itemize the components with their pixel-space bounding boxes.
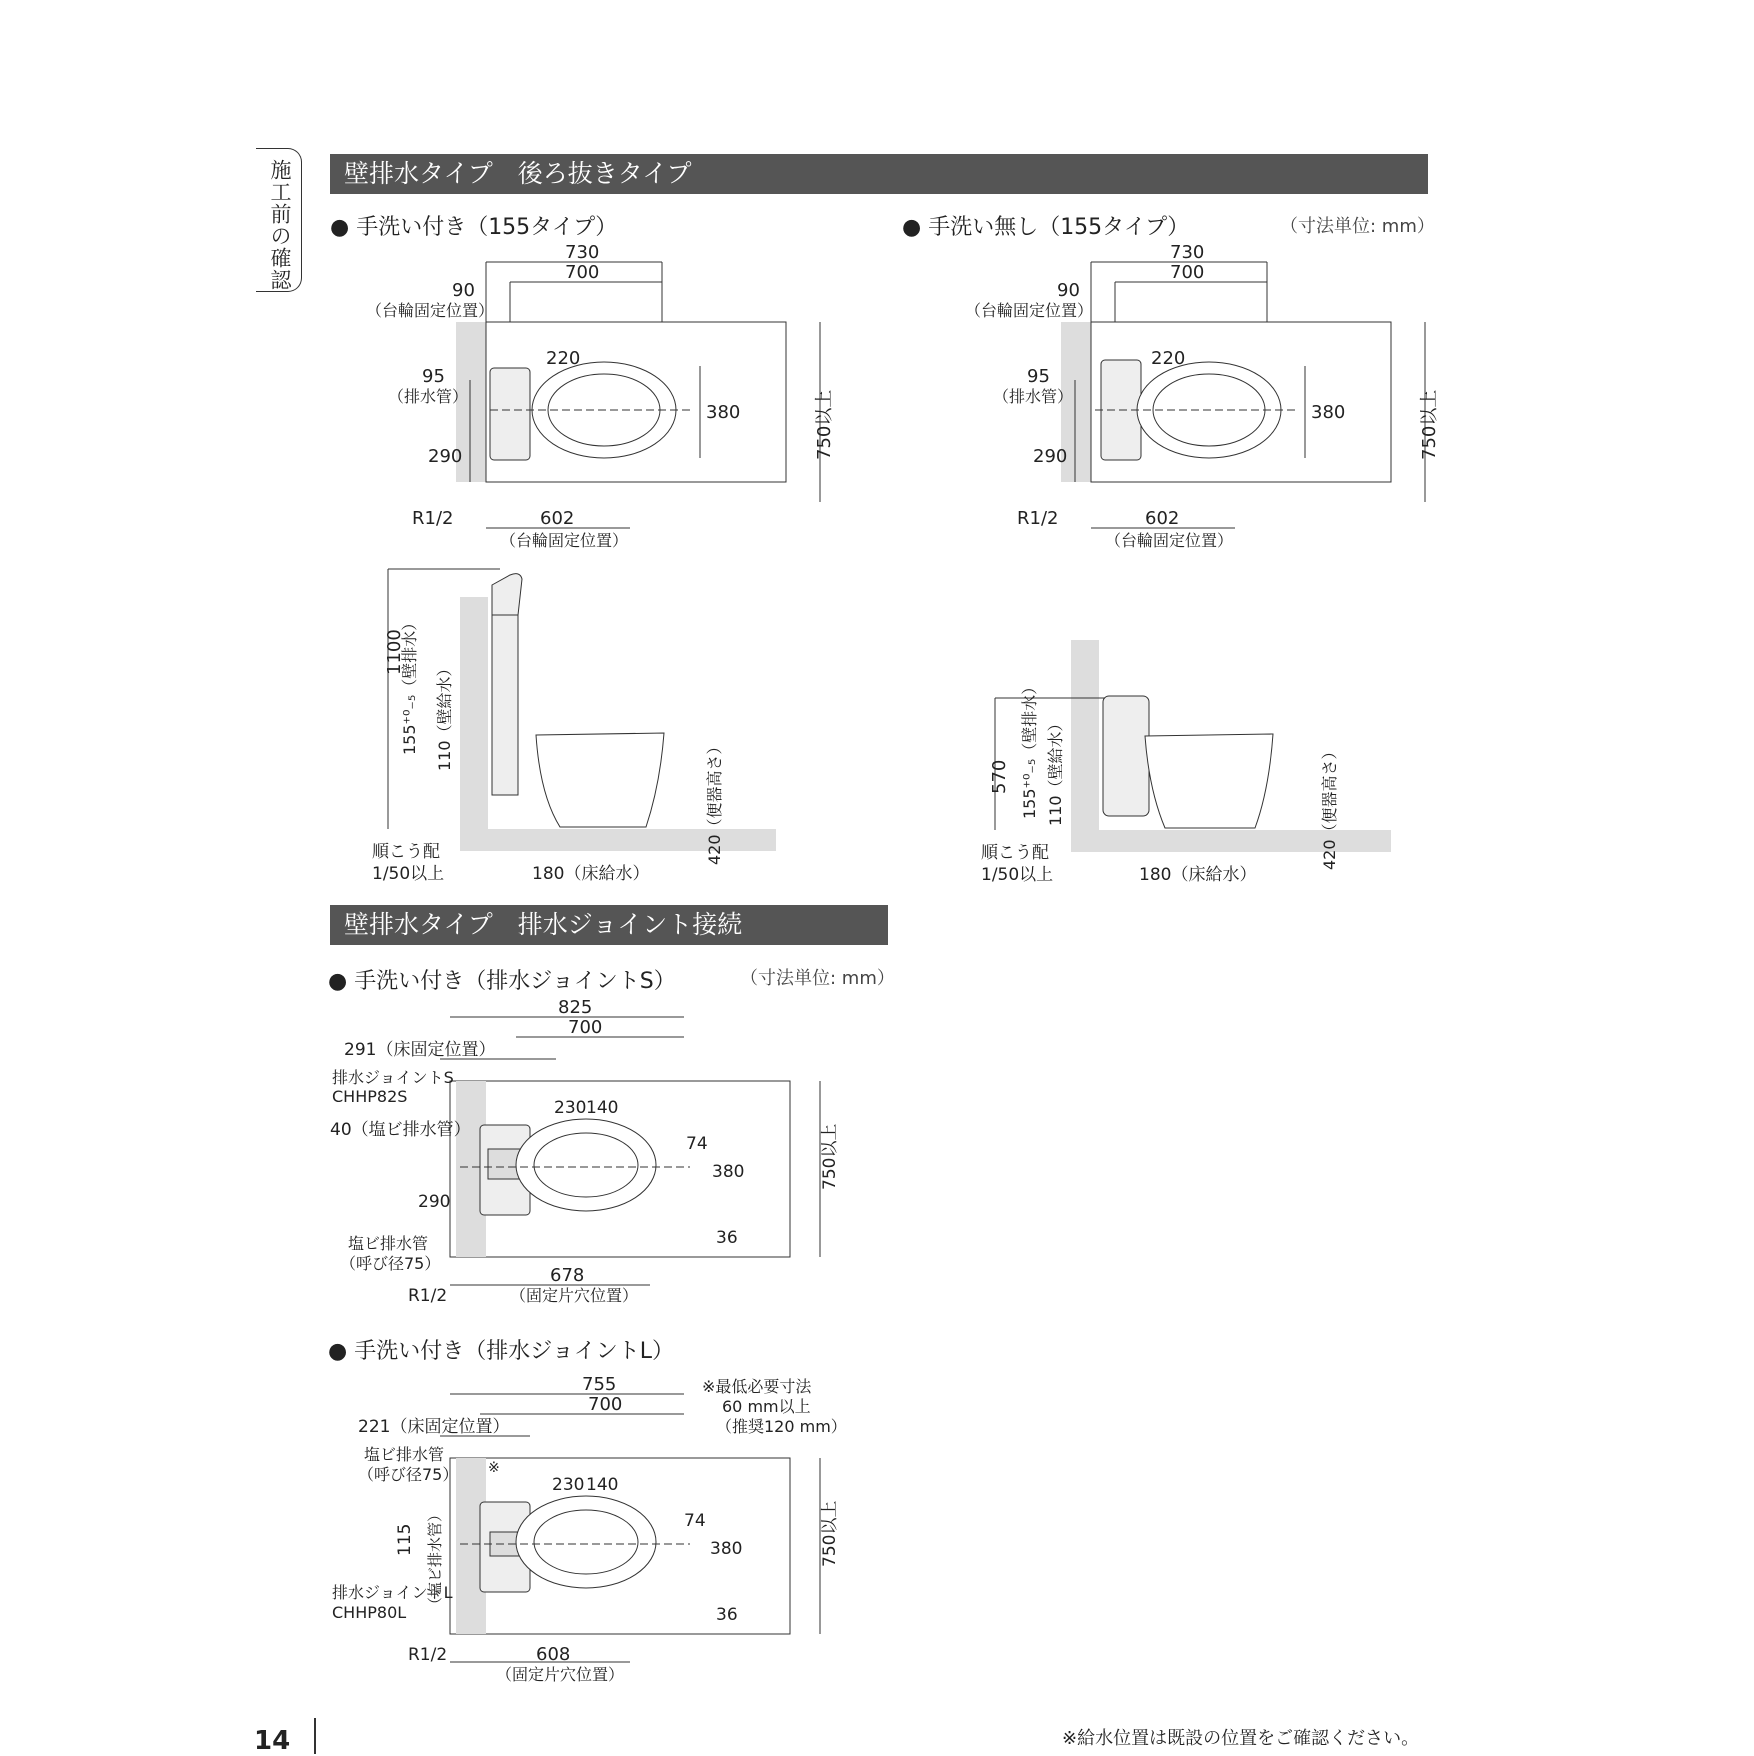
joint-l-2: CHHP80L: [332, 1603, 407, 1622]
dim-608: 608: [536, 1644, 571, 1665]
dim-290: 290: [428, 446, 463, 467]
dim-95: 95: [422, 366, 445, 387]
dim-570: 570: [989, 759, 1010, 794]
dim-825: 825: [558, 997, 593, 1018]
dim-95-note: （排水管）: [388, 387, 469, 406]
slope-2: 1/50以上: [372, 864, 445, 884]
dim-608-note: （固定片穴位置）: [496, 1665, 625, 1684]
joint-l-plan: [330, 1372, 850, 1692]
dim-220: 220: [1151, 348, 1186, 369]
dim-1100: 1100: [384, 629, 405, 675]
slope-1: 順こう配: [372, 842, 440, 862]
section2-title: 壁排水タイプ 排水ジョイント接続: [344, 910, 743, 939]
dim-700: 700: [568, 1017, 603, 1038]
dim-750: 750以上: [820, 1500, 840, 1567]
joint-l-1: 排水ジョイントL: [332, 1583, 453, 1602]
joint-s-plan: [330, 995, 850, 1315]
dim-602-note: （台輪固定位置）: [1105, 531, 1234, 550]
dim-380: 380: [1311, 402, 1346, 423]
pipe-s-2: （呼び径75）: [340, 1254, 441, 1273]
dim-90-note: （台輪固定位置）: [366, 301, 495, 320]
pipe-l-1: 塩ビ排水管: [364, 1445, 445, 1464]
section1-title-bar: [330, 154, 1428, 194]
slope-2: 1/50以上: [981, 865, 1054, 885]
dim-95: 95: [1027, 366, 1050, 387]
dim-220: 220: [546, 348, 581, 369]
dim-95-note: （排水管）: [993, 387, 1074, 406]
dim-90: 90: [1057, 280, 1080, 301]
dim-r12: R1/2: [1017, 508, 1059, 529]
footer-note: ※給水位置は既設の位置をご確認ください。: [1062, 1728, 1420, 1749]
dim-115-note: （塩ビ排水管）: [426, 1506, 444, 1612]
dim-r12: R1/2: [412, 508, 454, 529]
plan-view-right: [965, 240, 1445, 560]
min-note-1: ※最低必要寸法: [702, 1377, 812, 1396]
dim-230: 230: [554, 1098, 587, 1118]
pipe-s-1: 塩ビ排水管: [348, 1234, 429, 1253]
dim-36: 36: [716, 1605, 738, 1625]
dim-750: 750以上: [1419, 389, 1440, 460]
dim-700: 700: [588, 1394, 623, 1415]
dim-140: 140: [586, 1475, 619, 1495]
min-note-2: 60 mm以上: [722, 1397, 811, 1416]
dim-291: 291（床固定位置）: [344, 1040, 496, 1060]
side-view-right: [965, 630, 1405, 900]
dim-678-note: （固定片穴位置）: [510, 1286, 639, 1305]
dim-750: 750以上: [814, 389, 835, 460]
dim-678: 678: [550, 1265, 585, 1286]
section1-title: 壁排水タイプ 後ろ抜きタイプ: [344, 159, 692, 188]
dim-110: 110（壁給水）: [1046, 715, 1065, 826]
side-tab: [256, 148, 302, 292]
dim-380: 380: [712, 1162, 745, 1182]
dim-602: 602: [540, 508, 575, 529]
dim-700: 700: [1170, 262, 1205, 283]
section2-title-bar: [330, 905, 888, 945]
section1-right-heading: ● 手洗い無し（155タイプ）: [902, 215, 1190, 240]
section2-heading-s: ● 手洗い付き（排水ジョイントS）: [328, 969, 676, 994]
dim-750: 750以上: [820, 1123, 840, 1190]
dim-140: 140: [586, 1098, 619, 1118]
joint-s-2: CHHP82S: [332, 1087, 408, 1106]
dim-110: 110（壁給水）: [435, 660, 454, 771]
section1-left-heading: ● 手洗い付き（155タイプ）: [330, 215, 618, 240]
min-note-3: （推奨120 mm）: [716, 1417, 847, 1436]
dim-180: 180（床給水）: [532, 864, 650, 884]
dim-602: 602: [1145, 508, 1180, 529]
dim-r12: R1/2: [408, 1645, 448, 1665]
tank-shape: [490, 368, 530, 460]
dim-221: 221（床固定位置）: [358, 1417, 510, 1437]
section2-heading-l: ● 手洗い付き（排水ジョイントL）: [328, 1339, 675, 1364]
plan-view-left: [360, 240, 840, 560]
side-view-left: [360, 565, 780, 895]
dim-755: 755: [582, 1374, 617, 1395]
dim-74: 74: [684, 1511, 706, 1531]
dim-r12: R1/2: [408, 1286, 448, 1306]
pipe-l-2: （呼び径75）: [358, 1465, 459, 1484]
dim-420: 420（便器高さ）: [1320, 743, 1339, 870]
dim-115: 115: [395, 1523, 415, 1556]
dim-380: 380: [706, 402, 741, 423]
mark: ※: [488, 1460, 500, 1476]
side-tab-label: 施工前の確認: [268, 159, 292, 291]
joint-s-1: 排水ジョイントS: [332, 1068, 454, 1087]
dim-602-note: （台輪固定位置）: [500, 531, 629, 550]
section1-unit-note: （寸法単位: mm）: [1280, 216, 1435, 237]
section2-unit-note: （寸法単位: mm）: [740, 968, 895, 989]
slope-1: 順こう配: [981, 843, 1049, 863]
dim-290: 290: [418, 1192, 451, 1212]
dim-90-note: （台輪固定位置）: [965, 301, 1094, 320]
page-number-rule: [314, 1718, 316, 1754]
dim-730: 730: [1170, 242, 1205, 263]
dim-74: 74: [686, 1134, 708, 1154]
dim-36: 36: [716, 1228, 738, 1248]
dim-420: 420（便器高さ）: [705, 738, 724, 865]
dim-700: 700: [565, 262, 600, 283]
dim-90: 90: [452, 280, 475, 301]
dim-380: 380: [710, 1539, 743, 1559]
page-number: 14: [254, 1726, 291, 1756]
dim-155: 155⁺⁰₋₅（壁排水）: [400, 614, 419, 755]
dim-40: 40（塩ビ排水管）: [330, 1120, 471, 1140]
dim-230: 230: [552, 1475, 585, 1495]
dim-180: 180（床給水）: [1139, 865, 1257, 885]
dim-730: 730: [565, 242, 600, 263]
dim-290: 290: [1033, 446, 1068, 467]
dim-155: 155⁺⁰₋₅（壁排水）: [1020, 678, 1039, 819]
